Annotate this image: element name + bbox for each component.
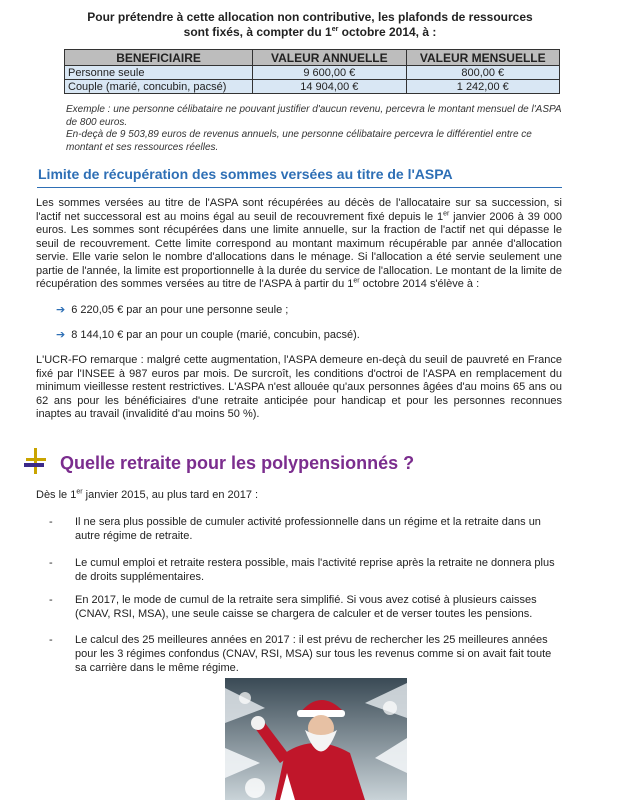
list-item: ➔ 6 220,05 € par an pour une personne seule ; [56,304,289,316]
table-header-row [65,50,560,66]
section-aspa-title: Limite de récupération des sommes versées au titre de l'ASPA [38,166,453,182]
table-row [65,80,560,94]
ucr-fo-remark: L'UCR-FO remarque : malgré cette augmentation, l'ASPA demeure en-deçà du seuil de pauvreté en France fixé par l'INSEE à 987 euros par mois. De surcroît, les conditions d'octroi de l'ASPA en remplacement du minimum vieillesse restent restrictives. L'ASPA n'est allouée qu'aux personnes âgées d'au moins 65 ans ou 62 ans pour les bénéficiaires d'une retraite anticipée pour handicap et pour les personnes reconnues inaptes au travail (invalidité d'au moins 50 %). [36,354,562,420]
table-row [65,66,560,80]
plafonds-table [64,49,560,94]
santa-photo [225,678,407,800]
section-divider [37,187,562,188]
col-valeur-mensuelle: VALEUR MENSUELLE [406,50,559,66]
section-poly-title: Quelle retraite pour les polypensionnés ? [60,453,415,473]
cell-annuelle: 9 600,00 € [253,66,406,80]
cell-beneficiaire: Personne seule [65,66,253,80]
cell-annuelle: 14 904,00 € [253,80,406,94]
intro-line-2: sont fixés, à compter du 1er octobre 2014, à : [183,25,437,39]
col-beneficiaire: BENEFICIAIRE [65,50,253,66]
exemple-note [66,104,562,154]
arrow-right-icon: ➔ [56,329,66,341]
cell-beneficiaire: Couple (marié, concubin, pacsé) [65,80,253,94]
arrow-right-icon: ➔ [56,304,66,316]
intro-text [60,10,560,40]
list-item: ➔ 8 144,10 € par an pour un couple (marié, concubin, pacsé). [56,329,360,341]
exemple-line-2: En-deçà de 9 503,89 euros de revenus annuels, une personne célibataire percevra le différentiel entre ce montant et ses ressources réelles. [66,129,532,153]
cell-mensuelle: 1 242,00 € [406,80,559,94]
cell-mensuelle: 800,00 € [406,66,559,80]
col-valeur-annuelle: VALEUR ANNUELLE [253,50,406,66]
poly-lead: Dès le 1er janvier 2015, au plus tard en 2017 : [36,488,259,501]
aspa-paragraph-1: Les sommes versées au titre de l'ASPA sont récupérées au décès de l'allocataire sur sa succession, si l'actif net successoral est au moins égal au seuil de recouvrement fixé depuis le 1er janvier 2006 à 39 000 euros. Les sommes sont récupérées dans une limite annuelle, sur la fraction de l'actif net qui dépasse le seuil de recouvrement. Cette limite correspond au montant maximum récupérable par année d'allocation servie. Elle varie selon le nombre d'allocations dans le ménage. Si l'allocation a été servie seulement une partie de l'année, la limite est proportionnelle à la durée du service de l'allocation. Le montant de la limite de récupération des sommes versées au titre de l'ASPA à partir du 1er octobre 2014 s'élève à : [36,197,562,290]
cross-bullet-icon [20,446,48,476]
exemple-line-1: Exemple : une personne célibataire ne pouvant justifier d'aucun revenu, percevra le montant mensuel de l'ASPA de 800 euros. [66,104,562,128]
intro-line-1: Pour prétendre à cette allocation non contributive, les plafonds de ressources [87,10,533,24]
